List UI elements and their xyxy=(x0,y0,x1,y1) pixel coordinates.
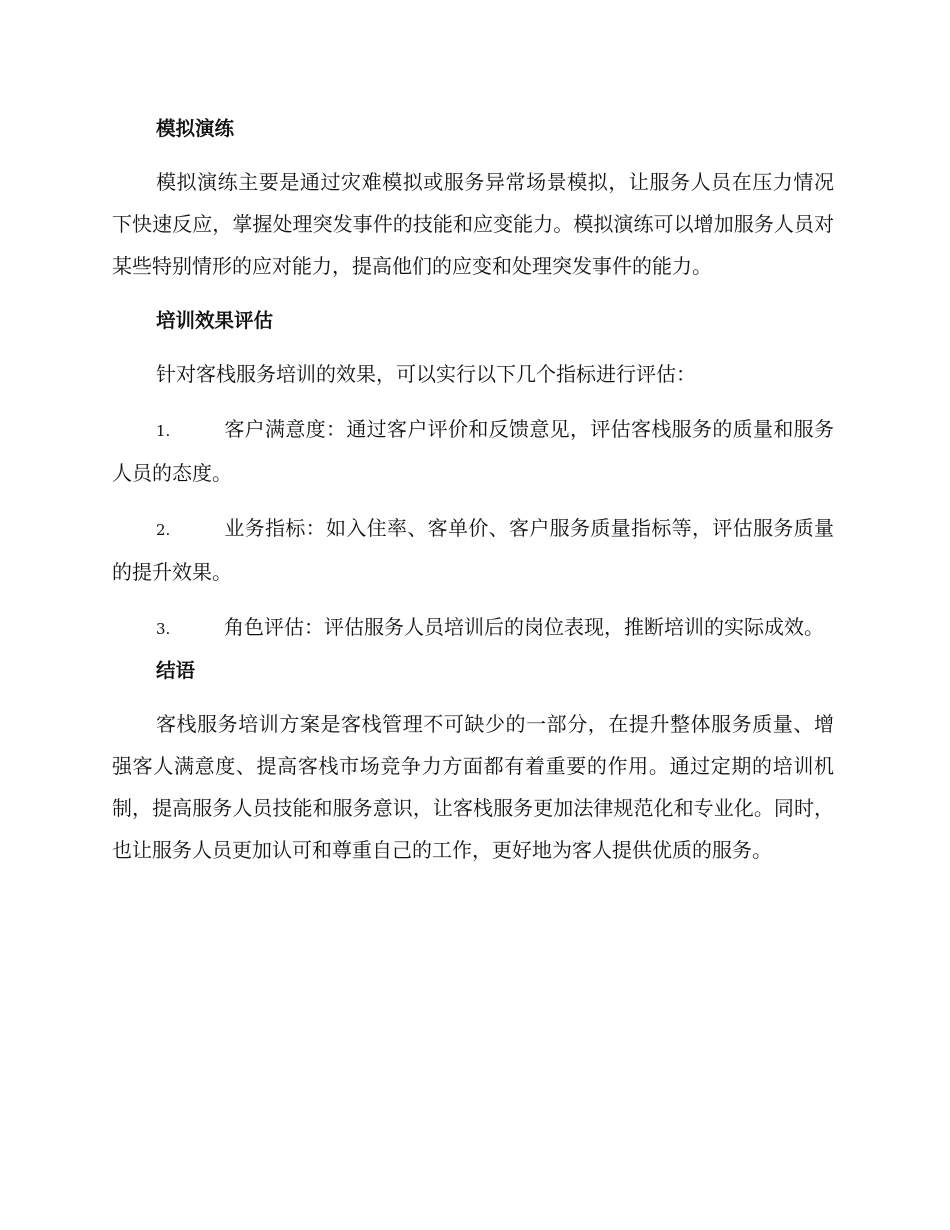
conclusion-paragraph: 客栈服务培训方案是客栈管理不可缺少的一部分，在提升整体服务质量、增强客人满意度、提高客栈市场竞争力方面都有着重要的作用。通过定期的培训机制，提高服务人员技能和服务意识，让客栈服务更加法律规范化和专业化。同时，也让服务人员更加认可和尊重自己的工作，更好地为客人提供优质的服务。 xyxy=(112,712,834,862)
list-item-number: 1. xyxy=(156,422,171,440)
list-item-text: 业务指标：如入住率、客单价、客户服务质量指标等，评估服务质量的提升效果。 xyxy=(112,516,834,584)
list-item-number: 3. xyxy=(156,620,171,638)
list-item xyxy=(112,408,834,494)
section-heading-evaluation: 培训效果评估 xyxy=(156,309,274,332)
list-item-number: 2. xyxy=(156,521,171,539)
list-item-text: 角色评估：评估服务人员培训后的岗位表现，推断培训的实际成效。 xyxy=(224,615,824,639)
list-item xyxy=(112,606,834,650)
evaluation-intro-paragraph: 针对客栈服务培训的效果，可以实行以下几个指标进行评估： xyxy=(156,362,696,386)
list-item-text: 客户满意度：通过客户评价和反馈意见，评估客栈服务的质量和服务人员的态度。 xyxy=(112,417,834,485)
list-item xyxy=(112,507,834,593)
simulation-paragraph: 模拟演练主要是通过灾难模拟或服务异常场景模拟，让服务人员在压力情况下快速反应，掌握处理突发事件的技能和应变能力。模拟演练可以增加服务人员对某些特别情形的应对能力，提高他们的应变和处理突发事件的能力。 xyxy=(112,170,834,278)
section-heading-conclusion: 结语 xyxy=(156,659,196,682)
section-heading-simulation: 模拟演练 xyxy=(156,117,235,140)
document-content xyxy=(112,108,834,871)
